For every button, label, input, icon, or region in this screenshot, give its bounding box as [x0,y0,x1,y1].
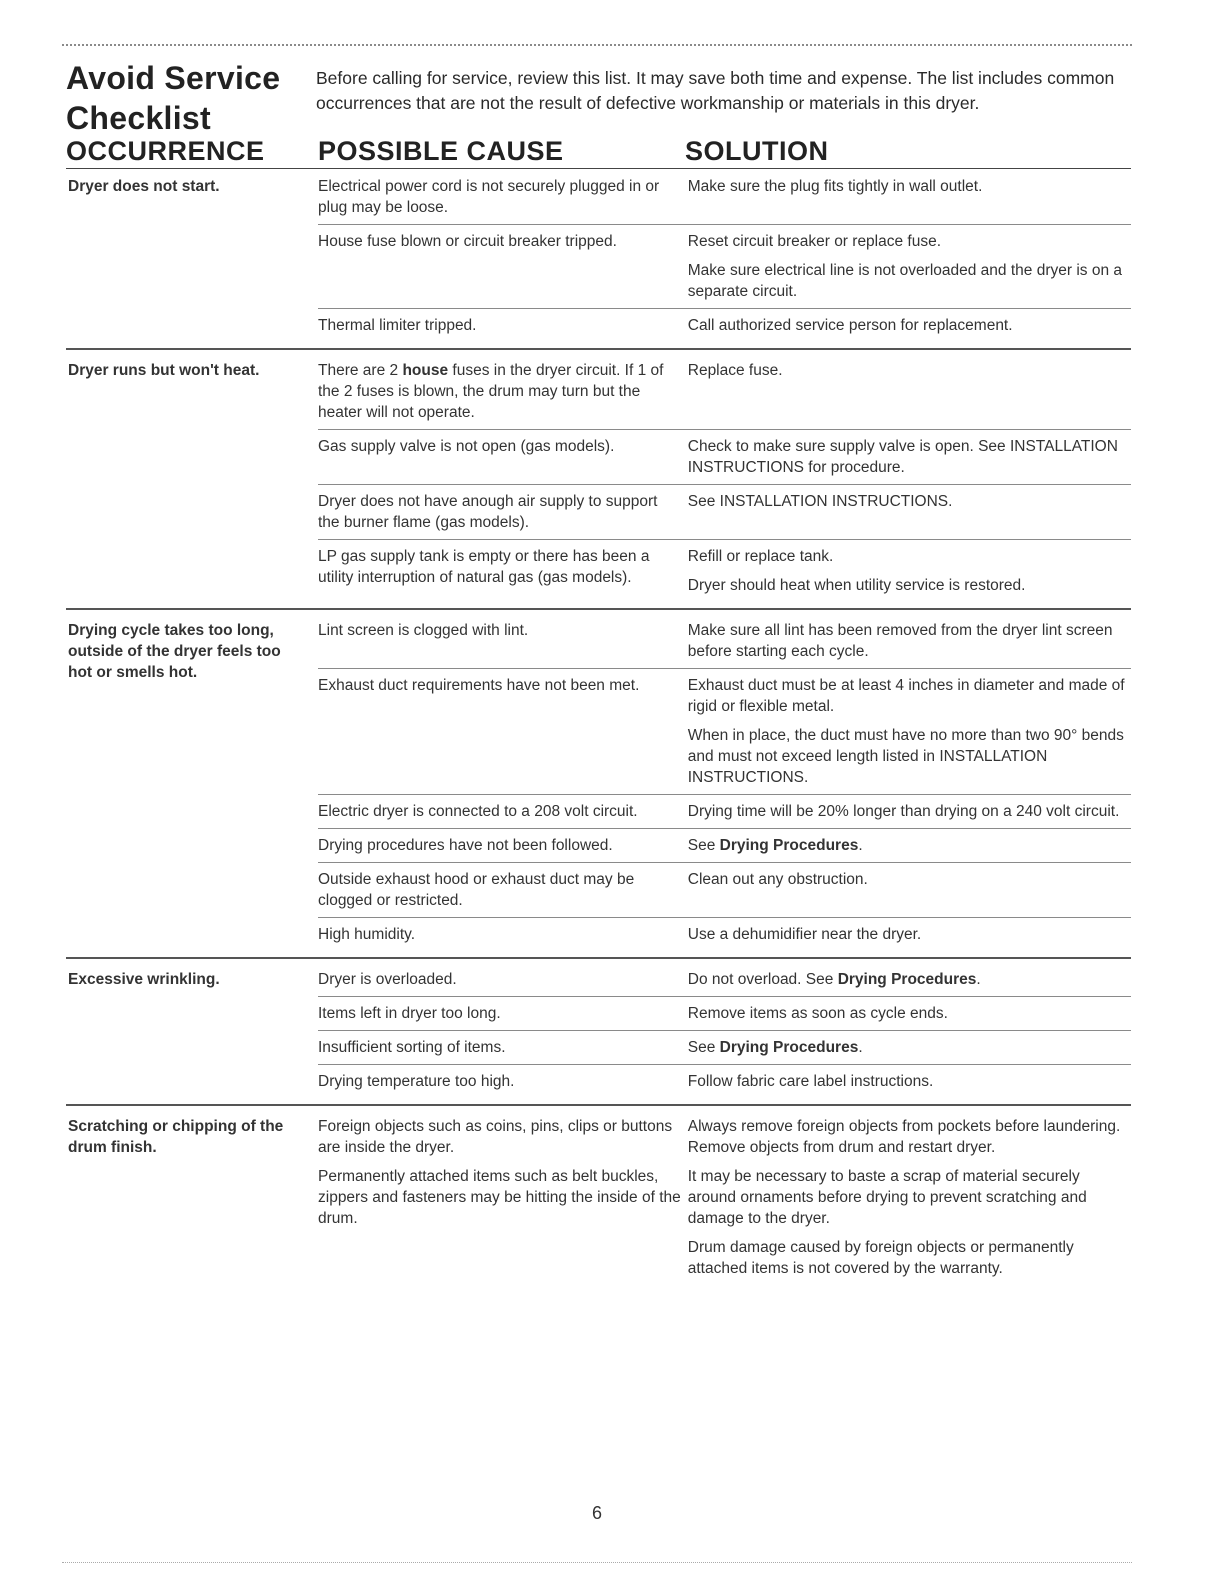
checklist-section [66,1110,1131,1291]
cause-solution-row [318,170,1131,225]
solution-text: Exhaust duct must be at least 4 inches in diameter and made of rigid or flexible metal. [687,677,1125,715]
solution-text: Clean out any obstruction. [687,871,868,888]
occurrence-label: Scratching or chipping of the drum finish. [68,1118,284,1156]
solution [688,675,1131,788]
solution-text: Remove items as soon as cycle ends. [687,1005,948,1022]
solution-text: Drying time will be 20% longer than drying on a 240 volt circuit. [687,803,1120,820]
header-possible-cause: POSSIBLE CAUSE [318,136,564,166]
solution [688,801,1131,822]
solution [688,1071,1131,1092]
cause-solution-row [318,1031,1131,1065]
occurrence-label: Dryer does not start. [68,178,220,195]
solution [688,1116,1131,1279]
cause-solution-row [318,863,1131,918]
drying-procedures-reference: Drying Procedures [837,971,977,988]
page-title [66,58,280,138]
solution [688,620,1131,662]
solution [688,924,1131,945]
solution [688,315,1131,336]
cause-text: Items left in dryer too long. [318,1005,501,1022]
possible-cause [318,924,688,945]
solution [688,1037,1131,1058]
solution [688,360,1131,423]
solution-prefix: See [687,1039,720,1056]
solution-text: Reset circuit breaker or replace fuse. [687,233,942,250]
checklist-section [66,963,1131,1106]
solution-text: Refill or replace tank. [687,548,834,565]
cause-text: Permanently attached items such as belt buckles, zippers and fasteners may be hitting the inside of the drum. [318,1168,681,1227]
solution-text: Always remove foreign objects from pockets before laundering. Remove objects from drum and restart dryer. [687,1118,1121,1156]
possible-cause [318,231,688,302]
possible-cause [318,801,688,822]
cause-solution-row [318,795,1131,829]
cause-text: Dryer is overloaded. [318,971,457,988]
possible-cause [318,315,688,336]
solution [688,1003,1131,1024]
possible-cause [318,1037,688,1058]
cause-text: Thermal limiter tripped. [318,317,477,334]
possible-cause [318,360,688,423]
solution-text: It may be necessary to baste a scrap of material securely around ornaments before drying to prevent scratching and damage to the dryer. [687,1168,1087,1227]
checklist-section [66,354,1131,610]
solution-text [688,835,1131,856]
cause-solution-row [318,669,1131,795]
cause-solution-row [318,540,1131,602]
possible-cause [318,176,688,218]
solution-text: Call authorized service person for replacement. [687,317,1013,334]
solution-text: Drum damage caused by foreign objects or permanently attached items is not covered by the warranty. [687,1239,1074,1277]
occurrence-label: Dryer runs but won't heat. [68,362,260,379]
solution-prefix: Do not overload. See [687,971,838,988]
cause-text: There are 2 house fuses in the dryer circuit. If 1 of the 2 fuses is blown, the drum may turn but the heater will not operate. [318,362,664,421]
cause-solution-row [318,829,1131,863]
solution [688,231,1131,302]
cause-solution-row [318,963,1131,997]
cause-solution-row [318,918,1131,951]
cause-text: House fuse blown or circuit breaker tripped. [318,233,617,250]
cause-text: Lint screen is clogged with lint. [318,622,529,639]
possible-cause [318,546,688,596]
possible-cause [318,1003,688,1024]
top-dotted-rule [62,44,1132,46]
possible-cause [318,1071,688,1092]
solution [688,176,1131,218]
title-line-1: Avoid Service [66,60,281,96]
solution-suffix: . [858,837,863,854]
drying-procedures-reference: Drying Procedures [719,1039,859,1056]
occurrence-label: Excessive wrinkling. [68,971,220,988]
cause-text: Drying temperature too high. [318,1073,515,1090]
solution [688,546,1131,596]
solution-text: Dryer should heat when utility service is restored. [687,577,1026,594]
solution [688,835,1131,856]
cause-text: Foreign objects such as coins, pins, clips or buttons are inside the dryer. [318,1118,673,1156]
bottom-dotted-rule [62,1562,1132,1563]
cause-text: Electrical power cord is not securely plugged in or plug may be loose. [318,178,660,216]
checklist-section [66,170,1131,350]
solution [688,869,1131,911]
cause-text: Exhaust duct requirements have not been met. [318,677,640,694]
solution [688,969,1131,990]
solution-text: Make sure electrical line is not overloaded and the dryer is on a separate circuit. [687,262,1122,300]
possible-cause [318,491,688,533]
solution [688,436,1131,478]
possible-cause [318,835,688,856]
solution-prefix: See [687,837,720,854]
intro-paragraph: Before calling for service, review this list. It may save both time and expense. The list includes common occurrences that are not the result of defective workmanship or materials in this dryer. [316,68,1115,113]
drying-procedures-reference: Drying Procedures [719,837,859,854]
page-number: 6 [592,1503,603,1523]
possible-cause [318,1116,688,1279]
solution-text: Follow fabric care label instructions. [687,1073,934,1090]
possible-cause [318,869,688,911]
checklist-section [66,614,1131,959]
cause-solution-row [318,1110,1131,1285]
solution-text: See INSTALLATION INSTRUCTIONS. [687,493,953,510]
cause-solution-row [318,485,1131,540]
cause-text: LP gas supply tank is empty or there has been a utility interruption of natural gas (gas models). [318,548,650,586]
possible-cause [318,675,688,788]
solution-text: Make sure all lint has been removed from the dryer lint screen before starting each cycle. [687,622,1113,660]
cause-solution-row [318,354,1131,430]
header-occurrence: OCCURRENCE [66,136,265,166]
solution-text [688,1037,1131,1058]
emphasis-house: house [402,362,449,379]
solution-suffix: . [976,971,981,988]
cause-text: Dryer does not have anough air supply to support the burner flame (gas models). [318,493,658,531]
solution-text: Make sure the plug fits tightly in wall outlet. [687,178,983,195]
possible-cause [318,620,688,662]
solution-text: Check to make sure supply valve is open. See INSTALLATION INSTRUCTIONS for procedure. [687,438,1118,476]
cause-solution-row [318,997,1131,1031]
cause-text: Drying procedures have not been followed. [318,837,613,854]
possible-cause [318,436,688,478]
cause-text: Insufficient sorting of items. [318,1039,506,1056]
header-solution: SOLUTION [685,136,829,166]
solution-text: Replace fuse. [687,362,783,379]
header-rule [66,168,1131,169]
solution [688,491,1131,533]
solution-text [688,969,1131,990]
cause-solution-row [318,309,1131,342]
cause-text: Electric dryer is connected to a 208 volt circuit. [318,803,638,820]
title-line-2: Checklist [66,100,211,136]
cause-solution-row [318,614,1131,669]
cause-solution-row [318,225,1131,309]
possible-cause [318,969,688,990]
cause-text: Gas supply valve is not open (gas models). [318,438,615,455]
cause-solution-row [318,1065,1131,1098]
checklist-table [66,170,1131,1295]
cause-text: High humidity. [318,926,416,943]
occurrence-label: Drying cycle takes too long, outside of the dryer feels too hot or smells hot. [68,622,281,681]
solution-suffix: . [858,1039,863,1056]
cause-text: Outside exhaust hood or exhaust duct may be clogged or restricted. [318,871,635,909]
solution-text: When in place, the duct must have no more than two 90° bends and must not exceed length listed in INSTALLATION INSTRUCTIONS. [687,727,1124,786]
solution-text: Use a dehumidifier near the dryer. [687,926,922,943]
cause-solution-row [318,430,1131,485]
